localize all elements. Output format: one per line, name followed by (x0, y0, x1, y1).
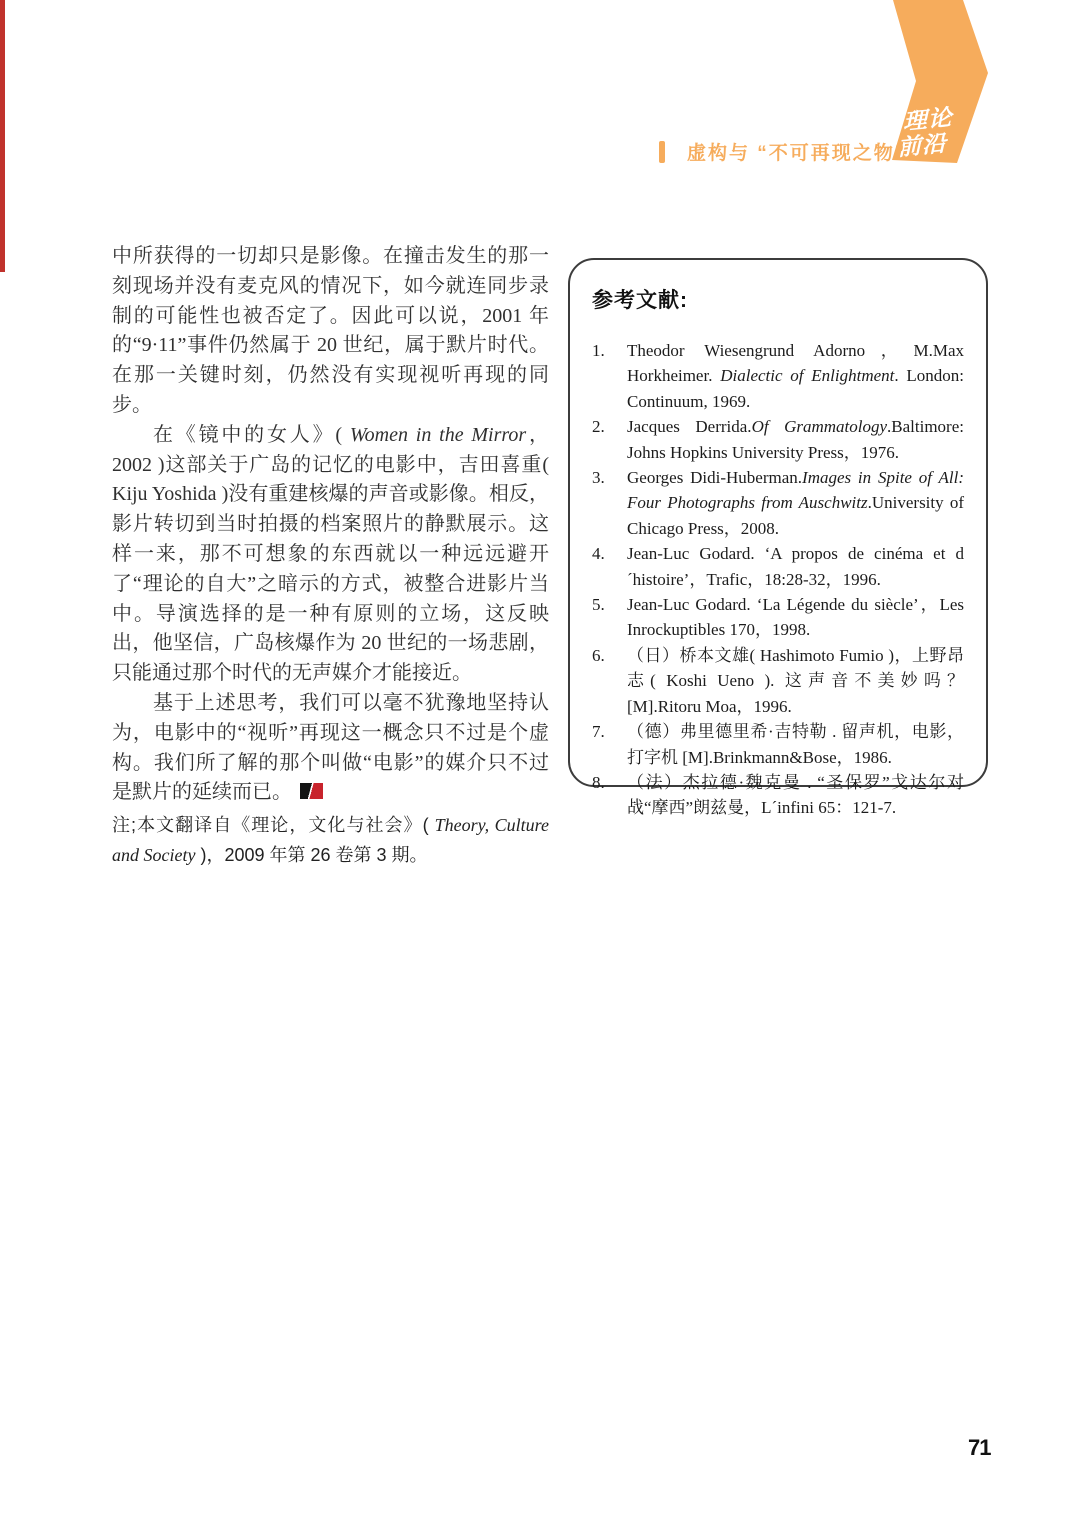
text-segment: . London: Continuum, 1969. (627, 366, 964, 411)
text-segment: 在《镜中的女人》( (153, 423, 350, 446)
reference-item (592, 465, 964, 541)
reference-item (592, 414, 964, 465)
reference-item (592, 338, 964, 414)
body-paragraph (112, 242, 549, 421)
italic-text-segment: Women in the Mirror (349, 423, 527, 446)
reference-number: 1. (592, 341, 605, 360)
text-segment: Jean-Luc Godard. ‘La Légende du siècle’，Les Inrockuptibles 170，1998. (627, 595, 964, 640)
reference-number: 4. (592, 544, 605, 564)
reference-item (592, 719, 964, 770)
reference-number: 8. (592, 772, 605, 792)
reference-text (618, 414, 964, 465)
text-segment: Theodor Wiesengrund Adorno，M.Max Horkheimer. (627, 341, 964, 386)
italic-text-segment: Dialectic of Enlightment (720, 366, 895, 386)
reference-number: 3. (592, 468, 605, 488)
body-paragraph (112, 689, 549, 808)
reference-item (592, 592, 964, 643)
text-segment: Jacques Derrida. (627, 417, 752, 437)
reference-item (592, 770, 964, 821)
text-segment: 基于上述思考，我们可以毫不犹豫地坚持认为，电影中的“视听”再现这一概念只不过是个虚构。我们所了解的那个叫做“电影”的媒介只不过是默片的延续而已。 (112, 691, 549, 804)
references-box (568, 258, 988, 818)
text-segment: .Baltimore: Johns Hopkins University Press，1976. (627, 417, 964, 462)
reference-number: 2. (592, 417, 605, 437)
reference-text (618, 592, 964, 643)
text-segment: Jean-Luc Godard. ‘A propos de cinéma et d´histoire’，Trafic，18:28-32，1996. (627, 544, 964, 589)
reference-number: 6. (592, 645, 605, 665)
running-head-title: 虚构与 “不可再现之物” (687, 143, 907, 164)
body-paragraph (112, 421, 549, 689)
text-segment: （德）弗里德里希·吉特勒 . 留声机，电影，打字机 [M].Brinkmann&Bose，1986. (627, 722, 964, 767)
text-segment: （日）桥本文雄( Hashimoto Fumio )，上野昂志( Koshi Ueno ). 这声音不美妙吗？ [M].Ritoru Moa，1996. (627, 645, 964, 716)
references-title: 参考文献: (592, 289, 688, 312)
reference-text (618, 643, 964, 719)
reference-text (618, 338, 964, 414)
text-segment: 中所获得的一切却只是影像。在撞击发生的那一刻现场并没有麦克风的情况下，如今就连同步录制的可能性也被否定了。因此可以说，2001 年的“9·11”事件仍然属于 20 世纪，属于默片时代。在那一关键时刻，仍然没有实现视听再现的同步。 (112, 245, 549, 416)
reference-item (592, 643, 964, 719)
spine-red-stripe (0, 0, 5, 272)
section-badge-line-1: 理论 (902, 103, 958, 135)
text-segment: ，2002 )这部关于广岛的记忆的电影中，吉田喜重( Kiju Yoshida )没有重建核爆的声音或影像。相反，影片转切到当时拍摄的档案照片的静默展示。这样一来，那不可想象的东西就以一种远远避开了“理论的自大”之暗示的方式，被整合进影片当中。导演选择的是一种有原则的立场，这反映出，他坚信，广岛核爆作为 20 世纪的一场悲剧，只能通过那个时代的无声媒介才能接近。 (112, 423, 549, 685)
section-badge-line-2: 前沿 (896, 129, 952, 161)
italic-text-segment: Of Grammatology (751, 417, 888, 437)
reference-text (618, 541, 964, 592)
article-column (112, 242, 549, 871)
reference-item (592, 541, 964, 592)
reference-text (618, 770, 964, 821)
reference-text (618, 465, 964, 541)
article-end-mark-icon (300, 783, 323, 799)
text-segment: Georges Didi-Huberman. (627, 468, 803, 488)
reference-number: 7. (592, 722, 605, 742)
italic-text-segment: Images in Spite of All: Four Photographs from Auschwitz (627, 468, 964, 513)
references-list (592, 338, 964, 821)
reference-number: 5. (592, 595, 605, 615)
translation-note (112, 811, 549, 871)
reference-text (618, 719, 964, 770)
italic-text-segment: Theory, Culture and Society (112, 815, 549, 865)
text-segment: )，2009 年第 26 卷第 3 期。 (195, 844, 428, 865)
running-head (659, 138, 906, 165)
text-segment: 注;本文翻译自《理论，文化与社会》( (112, 815, 435, 836)
text-segment: （法）杰拉德·魏克曼 . “圣保罗”戈达尔对战“摩西”朗兹曼，L´infini 65：121-7. (627, 772, 964, 818)
running-head-bar-icon (659, 141, 665, 163)
page-number: 71 (968, 1435, 991, 1460)
text-segment: .University of Chicago Press，2008. (627, 493, 964, 538)
